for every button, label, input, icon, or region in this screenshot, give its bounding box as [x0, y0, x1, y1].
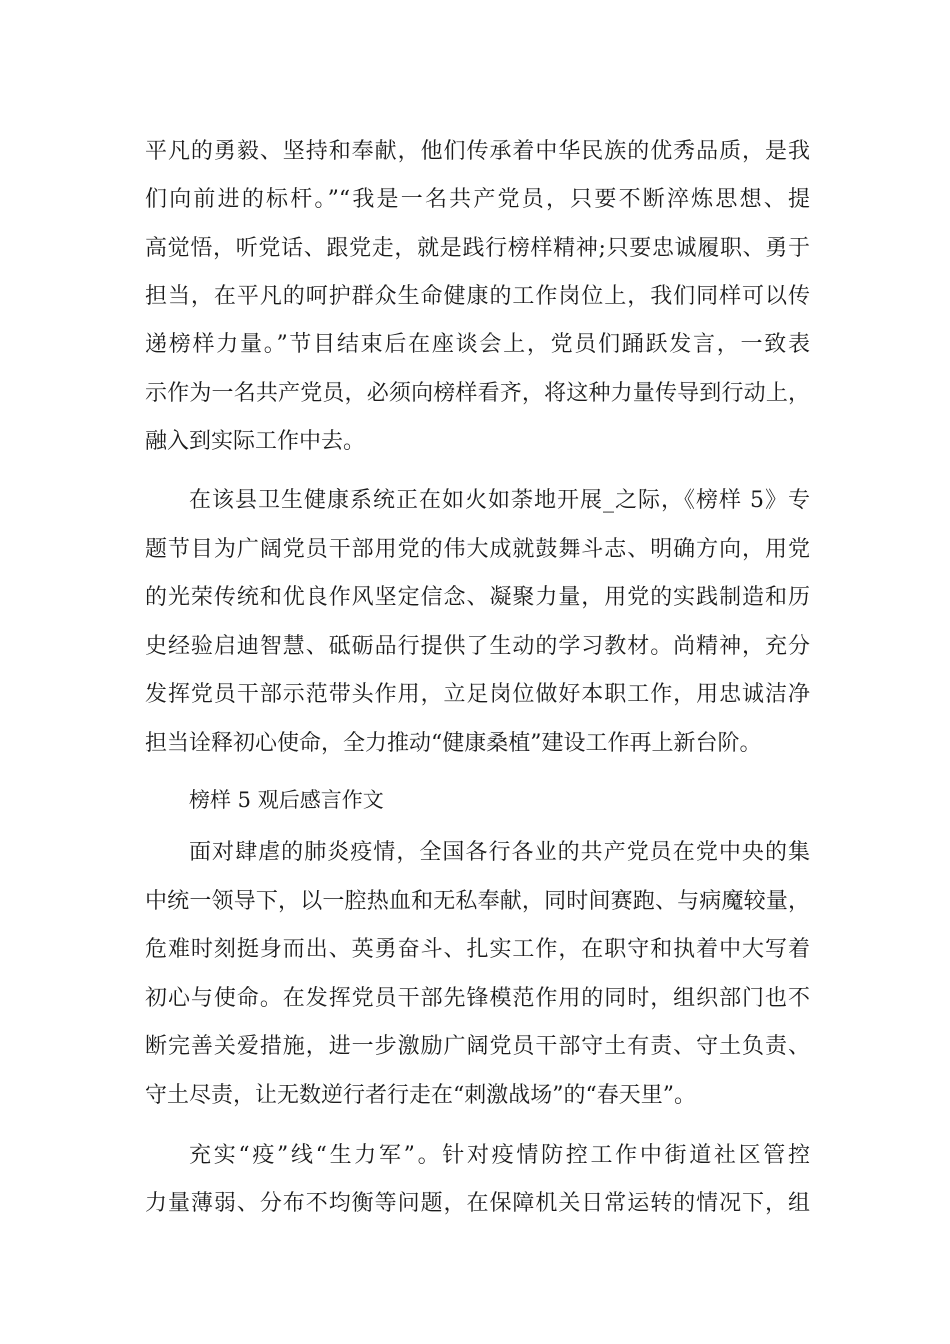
- paragraph-line: 中统一领导下，以一腔热血和无私奉献，同时间赛跑、与病魔较量，: [145, 889, 810, 914]
- paragraph-line: 高觉悟，听党话、跟党走，就是践行榜样精神;只要忠诚履职、勇于: [145, 236, 810, 261]
- paragraph-line: 递榜样力量。”节目结束后在座谈会上，党员们踊跃发言，一致表: [145, 332, 810, 357]
- paragraph-line: 平凡的勇毅、坚持和奉献，他们传承着中华民族的优秀品质，是我: [145, 139, 810, 164]
- paragraph-line: 力量薄弱、分布不均衡等问题，在保障机关日常运转的情况下，组: [145, 1191, 810, 1216]
- paragraph-line: 危难时刻挺身而出、英勇奋斗、扎实工作，在职守和执着中大写着: [145, 937, 810, 962]
- paragraph-first-line: 面对肆虐的肺炎疫情，全国各行各业的共产党员在党中央的集: [189, 840, 810, 865]
- paragraph-first-line: 在该县卫生健康系统正在如火如荼地开展_之际，《榜样 5》专: [189, 488, 810, 513]
- paragraph-line: 担当诠释初心使命，全力推动“健康桑植”建设工作再上新台阶。: [145, 731, 762, 756]
- paragraph-line: 守土尽责，让无数逆行者行走在“刺激战场”的“春天里”。: [145, 1083, 696, 1108]
- paragraph-line: 示作为一名共产党员，必须向榜样看齐，将这种力量传导到行动上，: [145, 381, 810, 406]
- paragraph-line: 史经验启迪智慧、砥砺品行提供了生动的学习教材。尚精神，充分: [145, 634, 810, 659]
- paragraph-line: 初心与使命。在发挥党员干部先锋模范作用的同时，组织部门也不: [145, 986, 810, 1011]
- document-body: [145, 0, 810, 1344]
- paragraph-line: 的光荣传统和优良作风坚定信念、凝聚力量，用党的实践制造和历: [145, 585, 810, 610]
- paragraph-line: 题节目为广阔党员干部用党的伟大成就鼓舞斗志、明确方向，用党: [145, 537, 810, 562]
- paragraph-line: 发挥党员干部示范带头作用，立足岗位做好本职工作，用忠诚洁净: [145, 682, 810, 707]
- paragraph-line: 融入到实际工作中去。: [145, 429, 366, 454]
- paragraph-line: 们向前进的标杆。”“我是一名共产党员，只要不断淬炼思想、提: [145, 187, 810, 212]
- paragraph-line: 担当，在平凡的呵护群众生命健康的工作岗位上，我们同样可以传: [145, 284, 810, 309]
- paragraph-line: 断完善关爱措施，进一步激励广阔党员干部守土有责、守土负责、: [145, 1034, 810, 1059]
- paragraph-first-line: 充实“疫”线“生力军”。针对疫情防控工作中街道社区管控: [189, 1143, 810, 1168]
- section-heading: 榜样 5 观后感言作文: [189, 788, 384, 812]
